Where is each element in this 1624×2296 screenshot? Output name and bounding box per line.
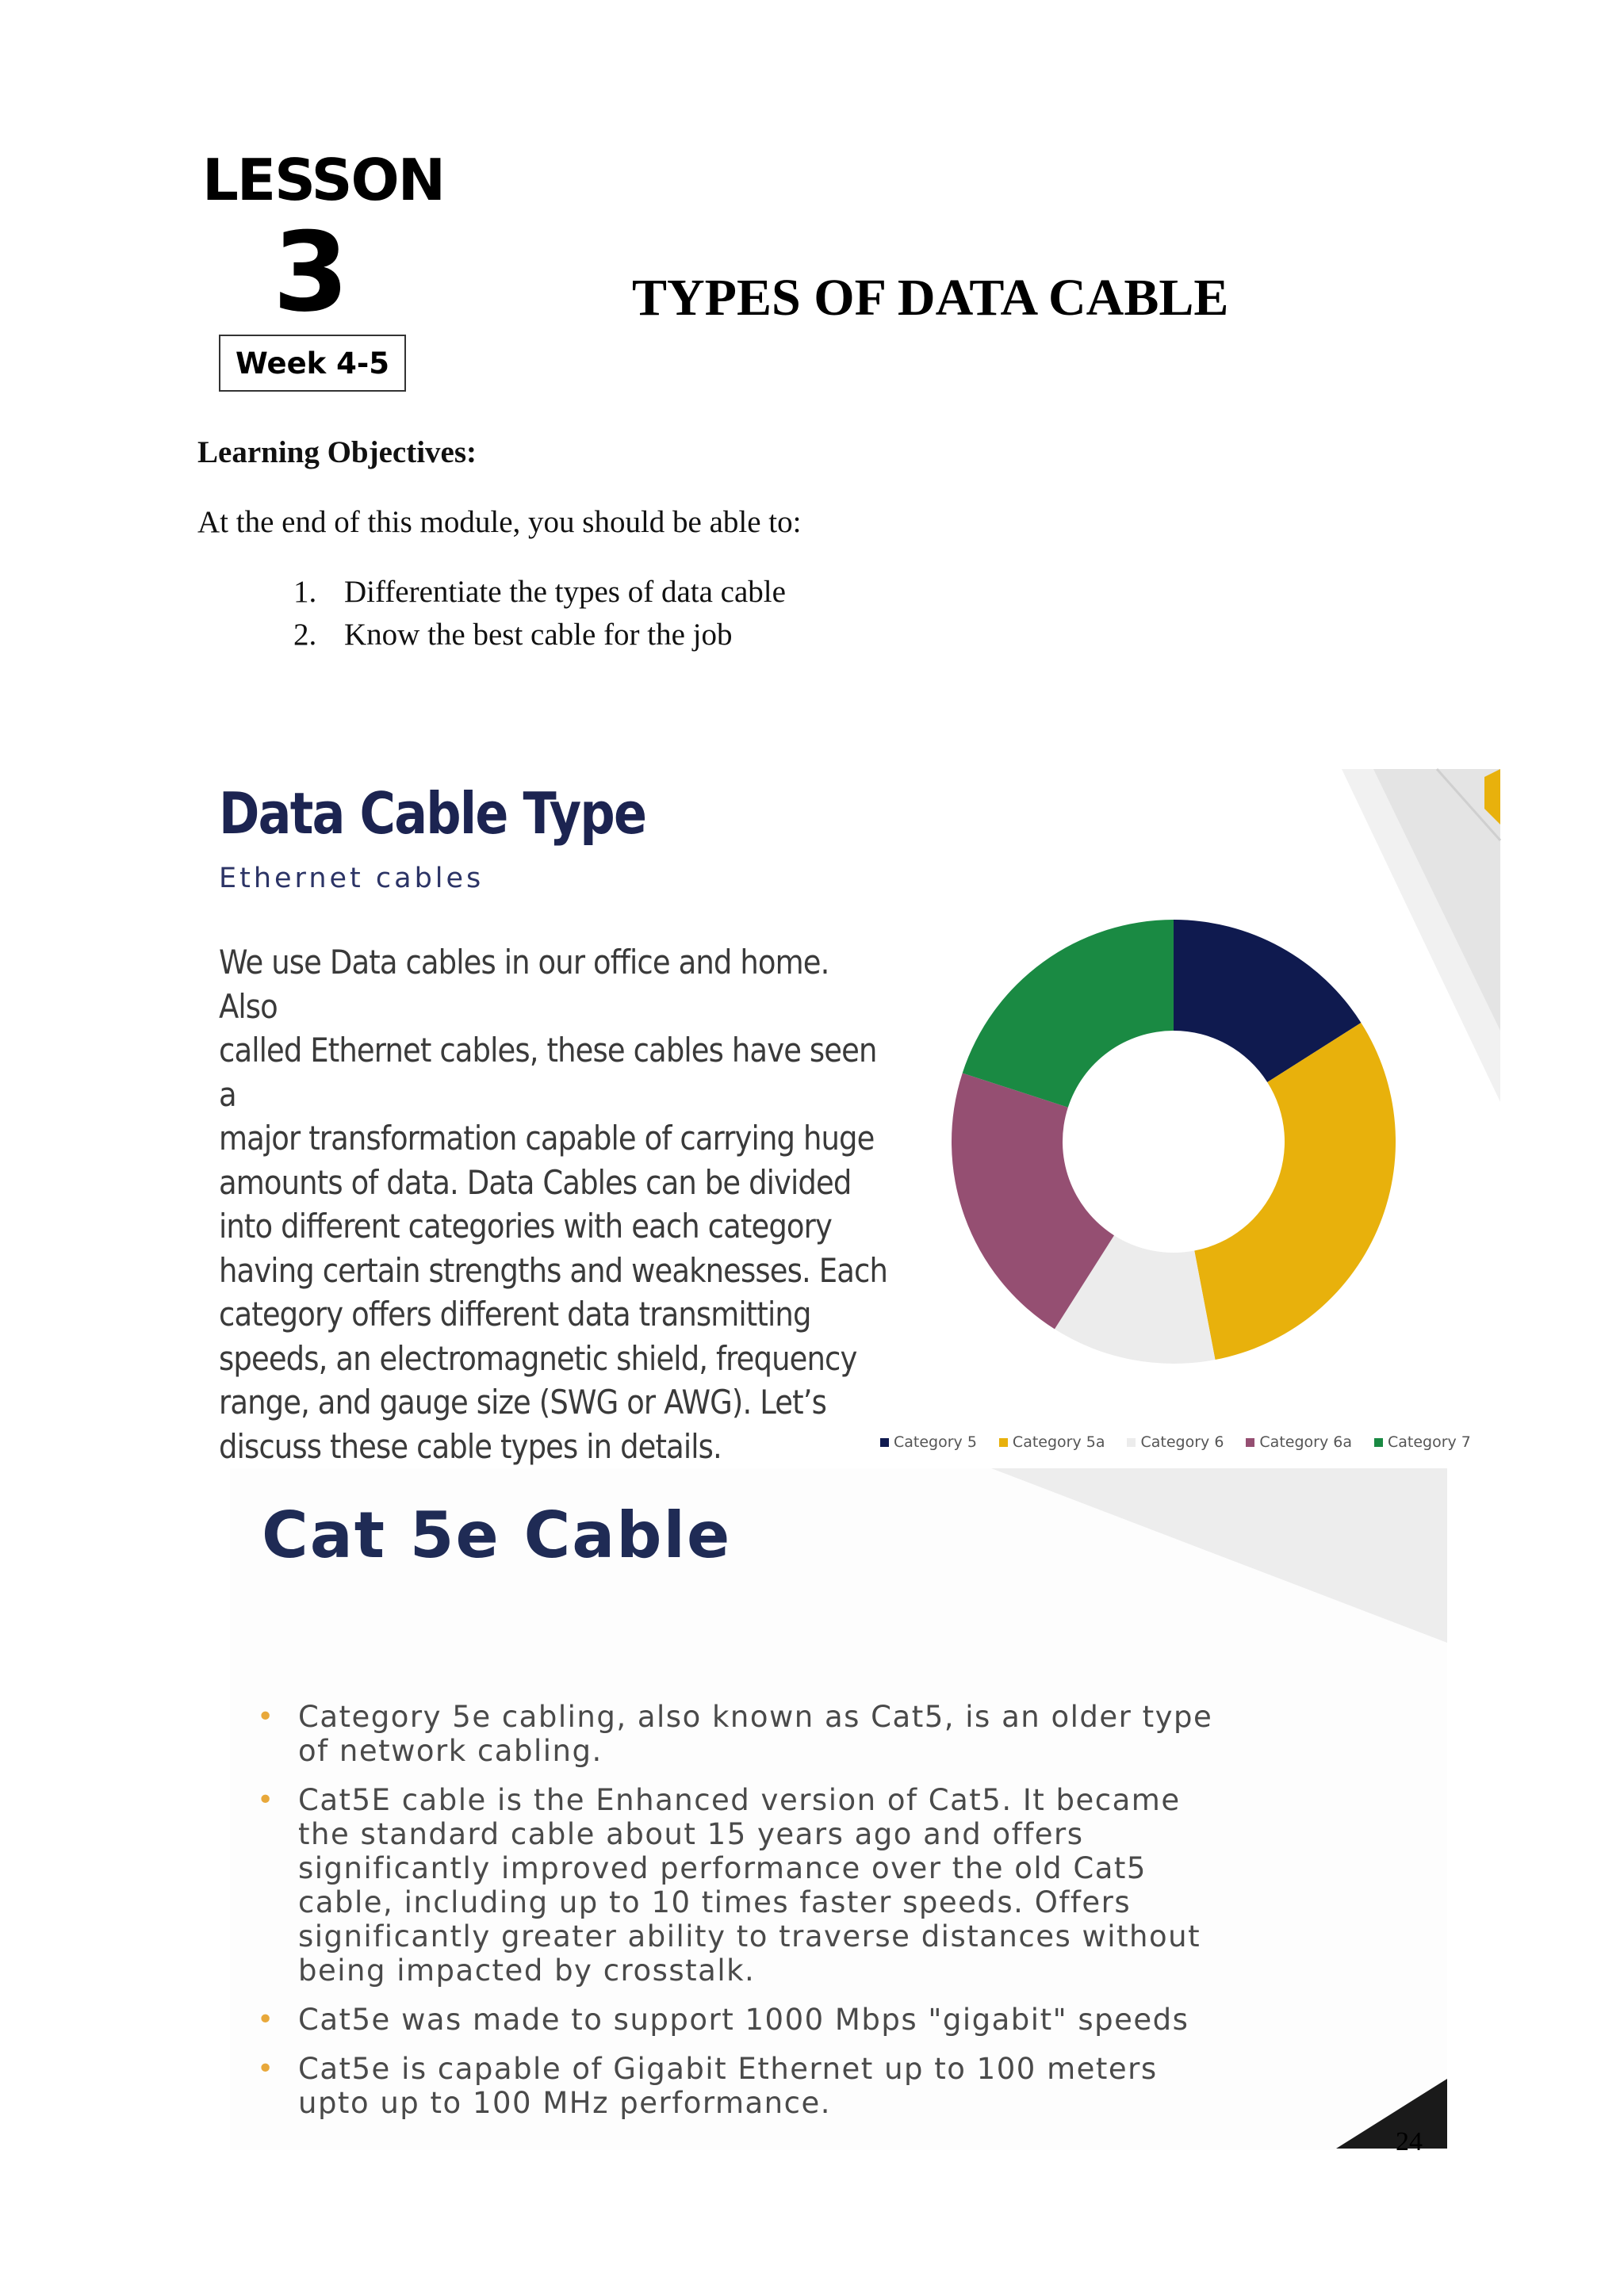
donut-chart (944, 912, 1404, 1372)
legend-label: Category 5 (894, 1433, 977, 1451)
bullet-icon: • (257, 1784, 275, 1816)
slide-cat5e-cable (230, 1468, 1447, 2150)
bullet-line: cable, including up to 10 times faster speeds. Offers (298, 1885, 1132, 1919)
week-badge: Week 4-5 (219, 335, 406, 392)
list-item-text: Differentiate the types of data cable (344, 575, 786, 609)
corner-triangle-decoration (1336, 2079, 1447, 2150)
bullet-icon: • (257, 1701, 275, 1733)
slide-decoration (991, 1468, 1447, 1643)
legend-item (880, 1433, 977, 1451)
body-line: into different categories with each category (219, 1207, 832, 1246)
bullet-line: Cat5E cable is the Enhanced version of Cat5. It became (298, 1783, 1181, 1817)
bullet-line: Cat5e was made to support 1000 Mbps "gigabit" speeds (298, 2003, 1189, 2037)
objectives-list (293, 574, 786, 660)
page-number: 24 (1396, 2127, 1423, 2156)
donut-slice-2 (1194, 1023, 1396, 1360)
bullet-line: significantly greater ability to traverse distances without (298, 1919, 1201, 1954)
lesson-label: LESSON (202, 147, 445, 213)
bullet-line: Category 5e cabling, also known as Cat5, is an older type (298, 1700, 1213, 1734)
legend-swatch (1127, 1438, 1136, 1447)
list-item (257, 1783, 1415, 1988)
bullet-line: of network cabling. (298, 1734, 603, 1768)
bullet-line: the standard cable about 15 years ago and offers (298, 1817, 1084, 1851)
body-line: speeds, an electromagnetic shield, frequency (219, 1338, 857, 1378)
bullet-icon: • (257, 2053, 275, 2085)
list-item-number: 1. (293, 575, 317, 609)
body-line: major transformation capable of carrying huge (219, 1119, 875, 1158)
list-item (257, 2003, 1415, 2037)
bullet-line: Cat5e is capable of Gigabit Ethernet up to 100 meters (298, 2052, 1158, 2086)
legend-item (1374, 1433, 1471, 1451)
chart-legend (880, 1433, 1471, 1451)
body-line: amounts of data. Data Cables can be divided (219, 1162, 852, 1202)
body-line: category offers different data transmitting (219, 1295, 811, 1334)
slide-body-text (219, 940, 889, 1468)
body-line: We use Data cables in our office and home. Also (219, 943, 829, 1026)
body-line: called Ethernet cables, these cables have seen a (219, 1031, 877, 1114)
slide-subtitle: Ethernet cables (219, 863, 485, 894)
list-item (293, 574, 786, 617)
bullet-line: upto up to 100 MHz performance. (298, 2086, 831, 2120)
legend-swatch (1374, 1438, 1383, 1447)
legend-label: Category 6a (1259, 1433, 1352, 1451)
bullet-icon: • (257, 2003, 275, 2036)
list-item-number: 2. (293, 618, 317, 652)
page-title: TYPES OF DATA CABLE (632, 269, 1229, 327)
legend-item (1246, 1433, 1352, 1451)
slide-title: Cat 5e Cable (262, 1498, 732, 1572)
legend-swatch (1246, 1438, 1254, 1447)
legend-item (1127, 1433, 1224, 1451)
list-item-text: Know the best cable for the job (344, 618, 733, 652)
list-item (293, 617, 786, 660)
body-line: discuss these cable types in details. (219, 1426, 722, 1466)
legend-label: Category 6 (1140, 1433, 1224, 1451)
bullet-line: being impacted by crosstalk. (298, 1954, 756, 1988)
list-item (257, 1700, 1415, 1768)
legend-label: Category 7 (1387, 1433, 1471, 1451)
slide-data-cable-type (216, 769, 1500, 1466)
bullet-line: significantly improved performance over the old Cat5 (298, 1851, 1147, 1885)
body-line: having certain strengths and weaknesses. Each (219, 1250, 887, 1290)
legend-swatch (880, 1438, 889, 1447)
donut-slice-5 (963, 920, 1174, 1108)
list-item (257, 2052, 1415, 2120)
lesson-number: 3 (273, 209, 350, 336)
legend-item (999, 1433, 1105, 1451)
slide-title: Data Cable Type (219, 780, 646, 847)
legend-label: Category 5a (1012, 1433, 1105, 1451)
legend-swatch (999, 1438, 1008, 1447)
body-line: range, and gauge size (SWG or AWG). Let’s (219, 1383, 826, 1422)
bullet-list (257, 1700, 1415, 2135)
objectives-heading: Learning Objectives: (197, 435, 477, 469)
objectives-intro: At the end of this module, you should be able to: (197, 505, 802, 539)
